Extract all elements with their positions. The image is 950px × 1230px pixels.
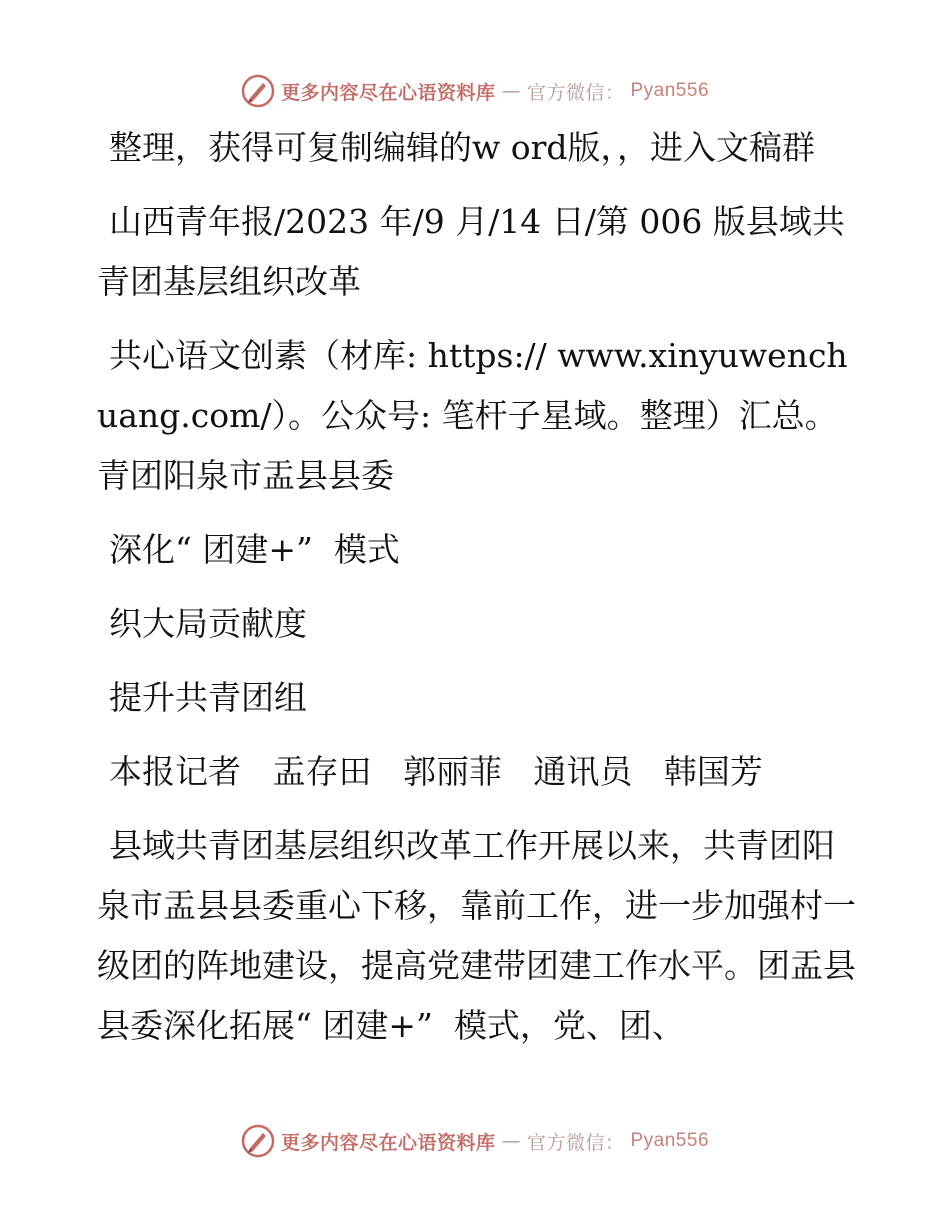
paragraph: 山西青年报/2023 年/9 月/14 日/第 006 版县域共青团基层组织改革	[97, 202, 845, 301]
header-watermark	[0, 74, 950, 108]
watermark-wechat-id: Pyan556	[630, 80, 710, 101]
watermark-separator: —	[501, 1130, 521, 1152]
watermark-subtitle: 官方微信：	[526, 81, 625, 104]
paragraph: 县域共青团基层组织改革工作开展以来，共青团阳泉市盂县县委重心下移，靠前工作，进一步加强村一级团的阵地建设，提高党建带团建工作水平。团盂县县委深化拓展“ 团建+” 模式，党、团、	[97, 826, 856, 1045]
watermark-subtitle: 官方微信：	[526, 1131, 625, 1154]
byline: 本报记者 盂存田 郭丽菲 通讯员 韩国芳	[109, 752, 763, 791]
watermark-wechat-id: Pyan556	[630, 1130, 710, 1151]
paragraph: 共心语文创素（材库: https:// www.xinyuwenchuang.com/）。公众号: 笔杆子星域。整理）汇总。青团阳泉市盂县县委	[97, 336, 848, 495]
pen-logo-icon	[241, 1124, 275, 1158]
document-body	[97, 118, 857, 1070]
paragraph: 织大局贡献度	[109, 604, 307, 643]
pen-logo-icon	[241, 74, 275, 108]
paragraph: 提升共青团组	[109, 678, 307, 717]
watermark-text: 更多内容尽在心语资料库	[280, 1131, 496, 1154]
footer-watermark	[0, 1124, 950, 1158]
paragraph: 深化“ 团建+” 模式	[109, 530, 400, 569]
paragraph: 整理，获得可复制编辑的w ord版，，进入文稿群	[109, 128, 816, 167]
watermark-text: 更多内容尽在心语资料库	[280, 81, 496, 104]
watermark-separator: —	[501, 80, 521, 102]
